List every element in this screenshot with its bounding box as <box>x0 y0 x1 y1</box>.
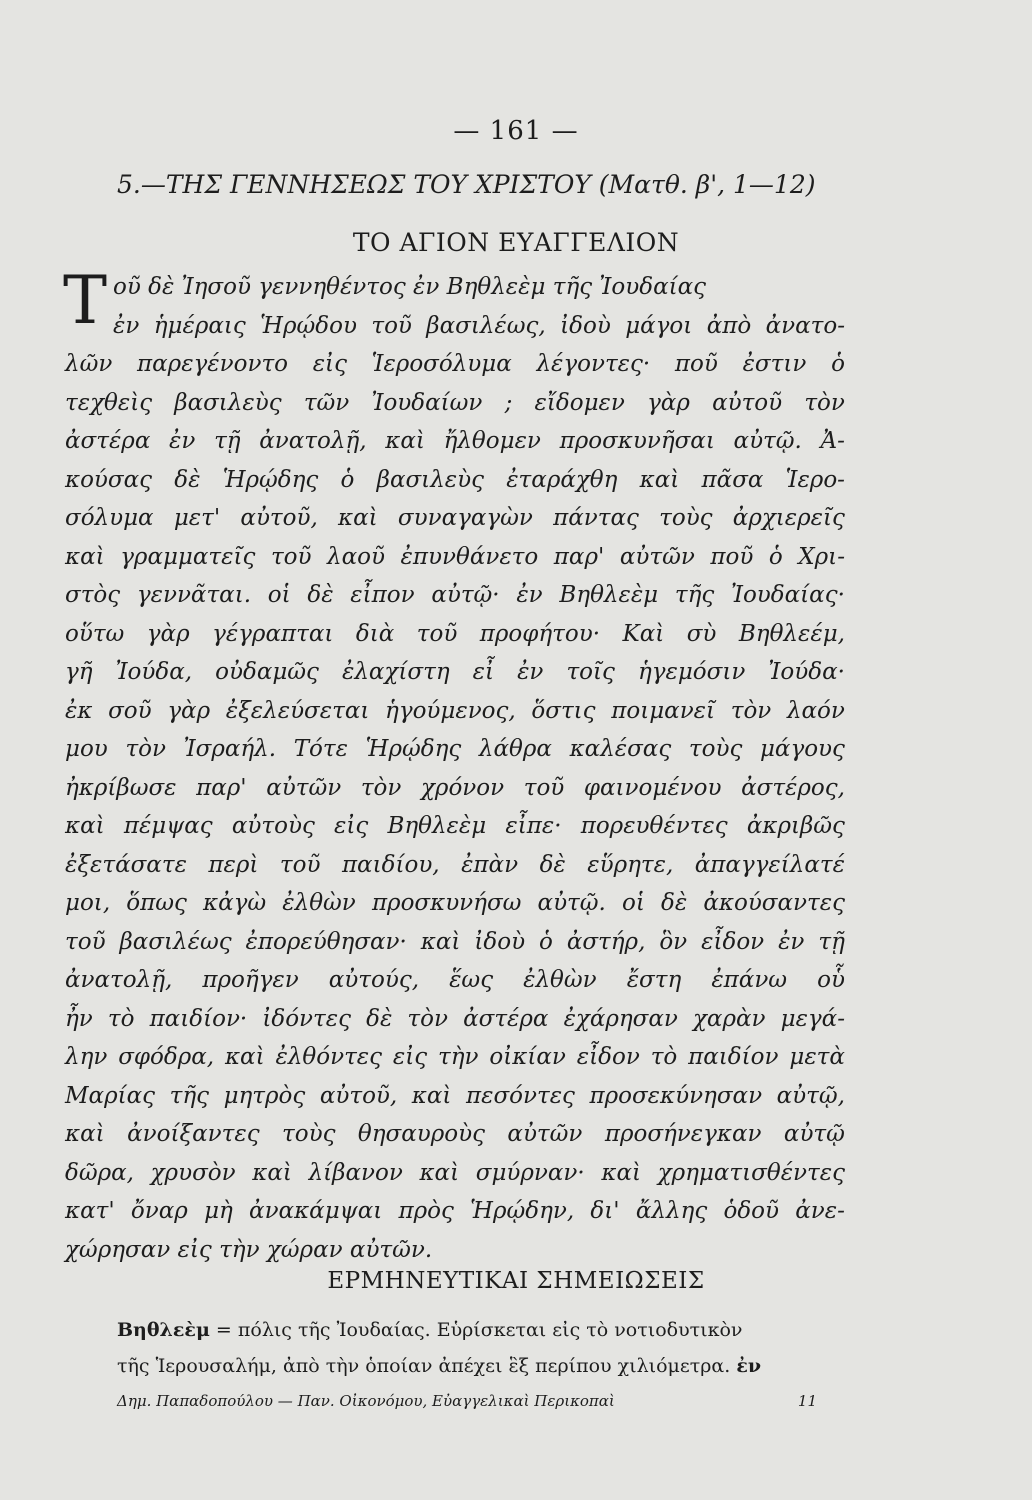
drop-cap: Τ <box>63 262 108 339</box>
gospel-line: οὕτω γὰρ γέγραπται διὰ τοῦ προφήτου· Καὶ σὺ Βηθλεέμ, <box>65 620 845 647</box>
gospel-line: καὶ πέμψας αὐτοὺς εἰς Βηθλεὲμ εἶπε· πορευθέντες ἀκριβῶς <box>65 813 845 839</box>
gospel-line: χώρησαν εἰς τὴν χώραν αὐτῶν. <box>65 1236 433 1263</box>
gospel-line: καὶ ἀνοίξαντες τοὺς θησαυροὺς αὐτῶν προσήνεγκαν αὐτῷ <box>65 1121 845 1147</box>
gospel-subtitle: ΤΟ ΑΓΙΟΝ ΕΥΑΓΓΕΛΙΟΝ <box>352 228 680 257</box>
gospel-line: καὶ γραμματεῖς τοῦ λαοῦ ἐπυνθάνετο παρ' αὐτῶν ποῦ ὁ Χρι- <box>65 543 845 570</box>
note-continuation: ἐν <box>736 1355 762 1377</box>
gospel-line: ἐκ σοῦ γὰρ ἐξελεύσεται ἡγούμενος, ὅστις ποιμανεῖ τὸν λαόν <box>65 697 845 724</box>
gospel-line: λῶν παρεγένοντο εἰς Ἱεροσόλυμα λέγοντες· ποῦ ἐστιν ὁ <box>65 351 845 377</box>
gospel-line: κούσας δὲ Ἡρῴδης ὁ βασιλεὺς ἐταράχθη καὶ πᾶσα Ἱερο- <box>65 466 845 493</box>
gospel-line: τεχθεὶς βασιλεὺς τῶν Ἰουδαίων ; εἴδομεν γὰρ αὐτοῦ τὸν <box>65 389 845 416</box>
footer <box>117 1392 817 1410</box>
gospel-line: ἀνατολῇ, προῆγεν αὐτούς, ἕως ἐλθὼν ἔστη ἐπάνω οὗ <box>65 967 845 993</box>
gospel-line: λην σφόδρα, καὶ ἐλθόντες εἰς τὴν οἰκίαν εἶδον τὸ παιδίον μετὰ <box>65 1044 845 1070</box>
gospel-line: μοι, ὅπως κἀγὼ ἐλθὼν προσκυνήσω αὐτῷ. οἱ δὲ ἀκούσαντες <box>65 890 845 916</box>
footer-citation: Δημ. Παπαδοπούλου — Παν. Οἰκονόμου, Εὐαγγελικαὶ Περικοπαὶ <box>117 1392 615 1410</box>
gospel-line: στὸς γεννᾶται. οἱ δὲ εἶπον αὐτῷ· ἐν Βηθλεὲμ τῆς Ἰουδαίας· <box>65 582 845 608</box>
section-title: 5.—ΤΗΣ ΓΕΝΝΗΣΕΩΣ ΤΟΥ ΧΡΙΣΤΟΥ (Ματθ. β', 1—12) <box>117 170 816 199</box>
notes-title: ΕΡΜΗΝΕΥΤΙΚΑΙ ΣΗΜΕΙΩΣΕΙΣ <box>327 1268 705 1294</box>
note-line: τῆς Ἱερουσαλήμ, ἀπὸ τὴν ὁποίαν ἀπέχει ἓξ περίπου χιλιόμετρα. ἐν <box>117 1355 762 1377</box>
gospel-first-line: οῦ δὲ Ἰησοῦ γεννηθέντος ἐν Βηθλεὲμ τῆς Ἰουδαίας <box>113 274 707 300</box>
note-line <box>117 1312 842 1348</box>
gospel-line: ἐξετάσατε περὶ τοῦ παιδίου, ἐπὰν δὲ εὕρητε, ἀπαγγείλατέ <box>65 851 845 878</box>
gospel-line: κατ' ὄναρ μὴ ἀνακάμψαι πρὸς Ἡρῴδην, δι' ἄλλης ὁδοῦ ἀνε- <box>65 1198 845 1224</box>
sheet-number: 11 <box>797 1392 817 1410</box>
note-term: Βηθλεὲμ <box>117 1319 210 1341</box>
gospel-line: μου τὸν Ἰσραήλ. Τότε Ἡρῴδης λάθρα καλέσας τοὺς μάγους <box>65 736 845 762</box>
note-definition: = πόλις τῆς Ἰουδαίας. Εὑρίσκεται εἰς τὸ νοτιοδυτικὸν <box>209 1319 743 1341</box>
gospel-line: γῆ Ἰούδα, οὐδαμῶς ἐλαχίστη εἶ ἐν τοῖς ἡγεμόσιν Ἰούδα· <box>65 659 845 685</box>
gospel-line: ἦν τὸ παιδίον· ἰδόντες δὲ τὸν ἀστέρα ἐχάρησαν χαρὰν μεγά- <box>65 1005 845 1032</box>
gospel-line: Μαρίας τῆς μητρὸς αὐτοῦ, καὶ πεσόντες προσεκύνησαν αὐτῷ, <box>65 1082 845 1109</box>
gospel-line: ἀστέρα ἐν τῇ ἀνατολῇ, καὶ ἤλθομεν προσκυνῆσαι αὐτῷ. Ἀ- <box>65 428 845 454</box>
page-number: — 161 — <box>453 116 579 146</box>
gospel-line: σόλυμα μετ' αὐτοῦ, καὶ συναγαγὼν πάντας τοὺς ἀρχιερεῖς <box>65 505 845 531</box>
gospel-line: τοῦ βασιλέως ἐπορεύθησαν· καὶ ἰδοὺ ὁ ἀστήρ, ὃν εἶδον ἐν τῇ <box>65 928 845 955</box>
gospel-line: δῶρα, χρυσὸν καὶ λίβανον καὶ σμύρναν· καὶ χρηματισθέντες <box>65 1159 845 1186</box>
gospel-lines <box>65 307 845 1270</box>
gospel-text <box>63 262 845 1269</box>
gospel-line: ἐν ἡμέραις Ἡρῴδου τοῦ βασιλέως, ἰδοὺ μάγοι ἀπὸ ἀνατο- <box>113 312 845 339</box>
explanatory-notes <box>117 1312 842 1384</box>
gospel-line: ἠκρίβωσε παρ' αὐτῶν τὸν χρόνον τοῦ φαινομένου ἀστέρος, <box>65 774 845 801</box>
